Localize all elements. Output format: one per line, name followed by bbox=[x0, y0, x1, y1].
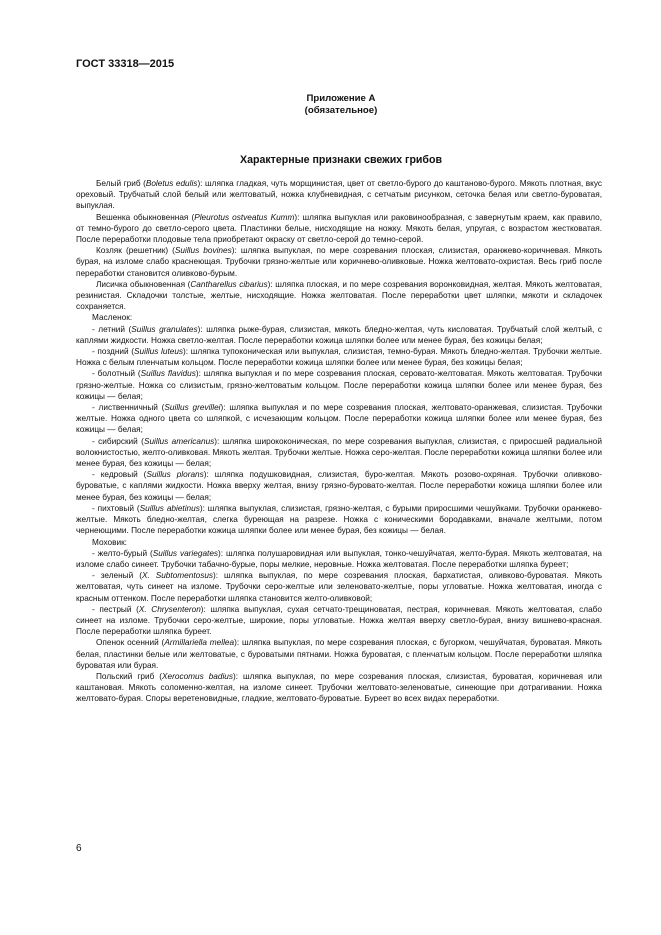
section-title: Характерные признаки свежих грибов bbox=[240, 154, 442, 166]
appendix-heading bbox=[76, 93, 606, 117]
list-item: - лиственничный (Suillus grevillei): шляпка выпуклая и по мере созревания плоская, желтовато-оранжевая, слизистая. Трубочки желтые. Ножка одного цвета со шляпкой, с исчезающим кольцом. После переработки кожица шляпки более или менее бурая, без кожицы — белая; bbox=[76, 403, 602, 435]
list-item: - желто-бурый (Suillus variegates): шляпка полушаровидная или выпуклая, тонко-чешуйчатая, желто-бурая. Мякоть желтоватая, на изломе слабо синеет. Трубочки табачно-бурые, поры мелкие, неровные. Ножка желтоватая. После переработки шляпка буреет; bbox=[76, 548, 602, 569]
paragraph: Белый гриб (Boletus edulis): шляпка гладкая, чуть морщинистая, цвет от светло-бурого до каштаново-бурого. Мякоть плотная, вкус ореховый. Трубчатый слой белый или желтоватый, ножка клубневидная, с сетчатым рисунком, сеточка белая или светло-буроватая, выпуклая. bbox=[76, 179, 602, 211]
list-item: - кедровый (Suillus plorans): шляпка подушковидная, слизистая, буро-желтая. Мякоть розово-охряная. Трубочки оливково-буроватые, с каплями жидкости. Ножка вверху желтая, внизу грязно-буровато-желтая. После переработки кожица шляпки более или менее бурая, без кожицы — белая; bbox=[76, 470, 602, 502]
appendix-label: Приложение А bbox=[306, 93, 376, 104]
paragraph: Польский гриб (Xerocomus badius): шляпка выпуклая, по мере созревания плоская, слизистая, буроватая, коричневая или каштановая. Мякоть соломенно-желтая, на изломе синеет. Трубочки желтовато-зеленоватые, синеющие при дотрагивании. Ножка желтовато-бурая. Споры веретеновидные, гладкие, желтовато-буроватые. Буреет во всех видах переработки. bbox=[76, 671, 602, 704]
subheading: Моховик: bbox=[92, 537, 127, 547]
list-item: - пихтовый (Suillus abietinus): шляпка выпуклая, слизистая, грязно-желтая, с бурыми приросшими чешуйками. Трубочки оранжево-желтые. Мякоть бледно-желтая, слегка буреющая на разрезе. Ножка с коническими бородавками, вначале желтыми, потом чернеющими. После переработки кожица шляпки более или менее бурая, без кожицы — белая. bbox=[76, 503, 602, 536]
paragraph: Лисичка обыкновенная (Cantharellus cibarius): шляпка плоская, и по мере созревания воронковидная, желтая. Мякоть желтоватая, резинистая. Складочки толстые, желтые, нисходящие. Ножка желтоватая. После переработки цвет шляпки, мякоти и складочек сохраняется. bbox=[76, 279, 602, 312]
list-item: - сибирский (Suillus americanus): шляпка ширококоническая, по мере созревания выпуклая, слизистая, с приросшей радиальной волокнистостью, желто-оливковая. Мякоть желтая. Трубочки желтые. Ножка серо-желтая. После переработки кожица шляпки более или менее бурая, без кожицы — белая; bbox=[76, 436, 602, 469]
list-item: - летний (Suillus granulates): шляпка рыже-бурая, слизистая, мякоть бледно-желтая, чуть кисловатая. Трубчатый слой желтый, с каплями жидкости. Ножка светло-желтая. После переработки кожица шляпки более или менее бурая, без кожицы белая; bbox=[76, 324, 602, 345]
appendix-status: (обязательное) bbox=[304, 105, 378, 116]
page-number: 6 bbox=[76, 843, 82, 854]
paragraph: Вешенка обыкновенная (Pleurotus ostveatus Kumm): шляпка выпуклая или раковинообразная, с завернутым краем, как правило, от темно-бурого до светло-серого цвета. Пластинки белые, нисходящие на ножку. Мякоть белая, упругая, с возрастом жестковатая. После переработки плодовые тела приобретают окраску от светло-серой до темно-серой. bbox=[76, 212, 602, 245]
paragraph: Козляк (решетник) (Suillus bovines): шляпка выпуклая, по мере созревания плоская, слизистая, оранжево-коричневая. Мякоть бурая, на изломе слабо краснеющая. Трубочки грязно-желтые или коричнево-оливковые. Ножка желтовато-охристая. Весь гриб после переработки становится оливково-бурым. bbox=[76, 246, 603, 278]
list-item: - зеленый (X. Subtomentosus): шляпка выпуклая, по мере созревания плоская, бархатистая, оливково-буроватая. Мякоть желтоватая, чуть синеет на изломе. Трубочки серо-желтые или зеленовато-желтые, поры угловатые. Ножка желтоватая, иногда с красным оттенком. После переработки шляпка становится желто-оливковой; bbox=[76, 571, 602, 603]
list-item: - поздний (Suillus luteus): шляпка тупоконическая или выпуклая, слизистая, темно-бурая. Мякоть бледно-желтая. Трубочки желтые. Ножка с белым пленчатым кольцом. После переработки кожица шляпки более или менее бурая, без кожицы белая; bbox=[76, 347, 602, 368]
list-item: - болотный (Suillus flavidus): шляпка выпуклая и по мере созревания плоская, серовато-желтоватая. Мякоть желтоватая. Трубочки грязно-желтые. Ножка со слизистым, грязно-желтоватым кольцом. После переработки кожица шляпки более или менее бурая, без кожицы — белая; bbox=[76, 369, 602, 401]
paragraph: Опенок осенний (Armillariella mellea): шляпка выпуклая, по мере созревания плоская, с бугорком, чешуйчатая, буроватая. Мякоть белая, пластинки белые или желтоватые, с буроватыми пятнами. Ножка буроватая, с пленчатым кольцом. После переработки шляпка буроватая или бурая. bbox=[76, 638, 602, 670]
body-text bbox=[76, 178, 602, 705]
subheading: Масленок: bbox=[92, 313, 133, 323]
list-item: - пестрый (X. Chrysenteron): шляпка выпуклая, сухая сетчато-трещиноватая, пестрая, коричневая. Мякоть желтоватая, слабо синеет на изломе. Трубочки серо-желтые, широкие, поры угловатые. Ножка желтая вверху светло-бурая, внизу вишнево-красная. После переработки шляпка буреет. bbox=[76, 604, 602, 637]
standard-header: ГОСТ 33318—2015 bbox=[76, 58, 175, 70]
